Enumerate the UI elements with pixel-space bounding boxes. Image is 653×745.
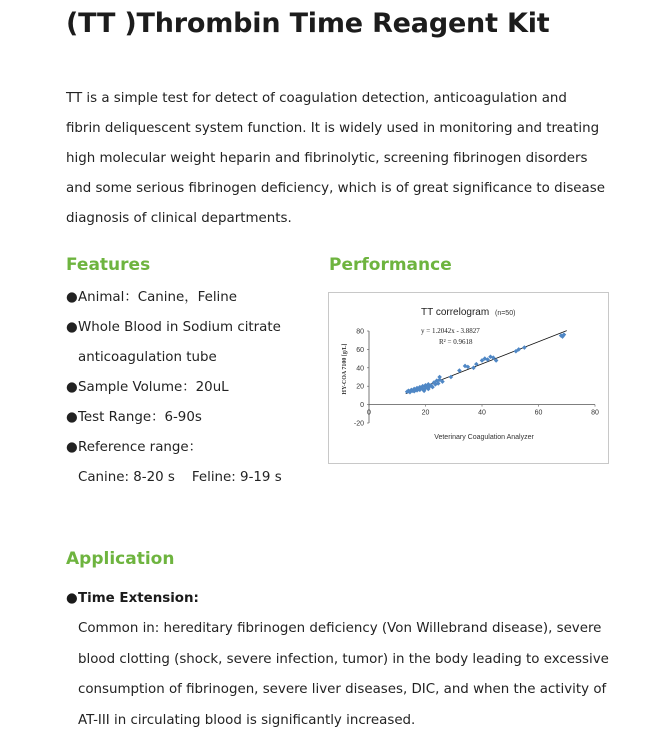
chart-y-tick-label: 20 — [356, 383, 364, 391]
chart-axes — [354, 329, 599, 428]
feature-item-sample-volume: ●Sample Volume：20uL — [66, 373, 282, 403]
application-line: Common in: hereditary fibrinogen deficiency (Von Willebrand disease), severe — [78, 621, 602, 636]
bullet-icon: ● — [66, 410, 78, 425]
application-heading: Application — [66, 549, 175, 569]
chart-x-tick-label: 0 — [367, 409, 371, 417]
chart-x-tick-label: 40 — [478, 409, 486, 417]
application-item — [66, 584, 199, 614]
chart-points — [405, 332, 566, 394]
bullet-icon: ● — [66, 290, 78, 305]
chart-y-tick-label: 80 — [356, 328, 364, 336]
chart-subtitle: (n=50) — [495, 310, 516, 317]
feature-item-sample-type-cont: anticoagulation tube — [78, 350, 217, 365]
application-line: consumption of fibrinogen, severe liver diseases, DIC, and when the activity of — [78, 682, 607, 697]
chart-y-tick-label: 60 — [356, 346, 364, 354]
intro-line: diagnosis of clinical departments. — [66, 211, 292, 226]
correlogram-chart — [328, 292, 609, 464]
chart-r-squared: R² = 0.9618 — [439, 338, 473, 346]
page-title: (TT )Thrombin Time Reagent Kit — [66, 8, 550, 39]
bullet-icon: ● — [66, 380, 78, 395]
chart-y-tick-label: -20 — [353, 420, 364, 428]
chart-point — [522, 345, 527, 350]
chart-equation: y = 1.2042x - 3.8827 — [421, 327, 480, 335]
performance-heading: Performance — [329, 255, 452, 275]
chart-title: TT correlogram — [421, 307, 490, 318]
chart-x-tick-label: 60 — [534, 409, 543, 417]
chart-point — [437, 375, 442, 380]
intro-line: fibrin deliquescent system function. It is widely used in monitoring and treating — [66, 121, 600, 136]
chart-x-tick-label: 80 — [591, 409, 599, 417]
intro-line: TT is a simple test for detect of coagulation detection, anticoagulation and — [66, 91, 567, 106]
feature-item-reference-values: Canine: 8-20 s Feline: 9-19 s — [78, 470, 282, 485]
intro-paragraph — [66, 84, 626, 234]
bullet-icon: ● — [66, 320, 78, 335]
feature-item-test-range: ●Test Range：6-90s — [66, 403, 282, 433]
feature-item-animal: ●Animal：Canine，Feline — [66, 283, 282, 313]
feature-item-sample-type: ●Whole Blood in Sodium citrate — [66, 313, 282, 343]
feature-item-reference-range: ●Reference range： — [66, 433, 282, 463]
features-heading: Features — [66, 255, 151, 275]
intro-line: high molecular weight heparin and fibrinolytic, screening fibrinogen disorders — [66, 151, 588, 166]
chart-y-tick-label: 0 — [360, 402, 364, 410]
intro-line: and some serious fibrinogen deficiency, which is of great significance to disease — [66, 181, 605, 196]
chart-y-axis-label: HY-COA 7100 [g/L] — [342, 343, 348, 395]
chart-svg — [329, 293, 608, 463]
chart-x-tick-label: 20 — [421, 409, 430, 417]
application-line: blood clotting (shock, severe infection, tumor) in the body leading to excessive — [78, 651, 609, 667]
chart-y-tick-label: 40 — [356, 365, 364, 373]
application-description — [78, 614, 638, 736]
chart-x-axis-label: Veterinary Coagulation Analyzer — [434, 434, 534, 441]
features-list — [66, 283, 282, 493]
application-line: AT-III in circulating blood is significantly increased. — [78, 712, 416, 728]
bullet-icon: ● — [66, 591, 78, 606]
application-item-title: Time Extension: — [78, 591, 199, 606]
bullet-icon: ● — [66, 440, 78, 455]
